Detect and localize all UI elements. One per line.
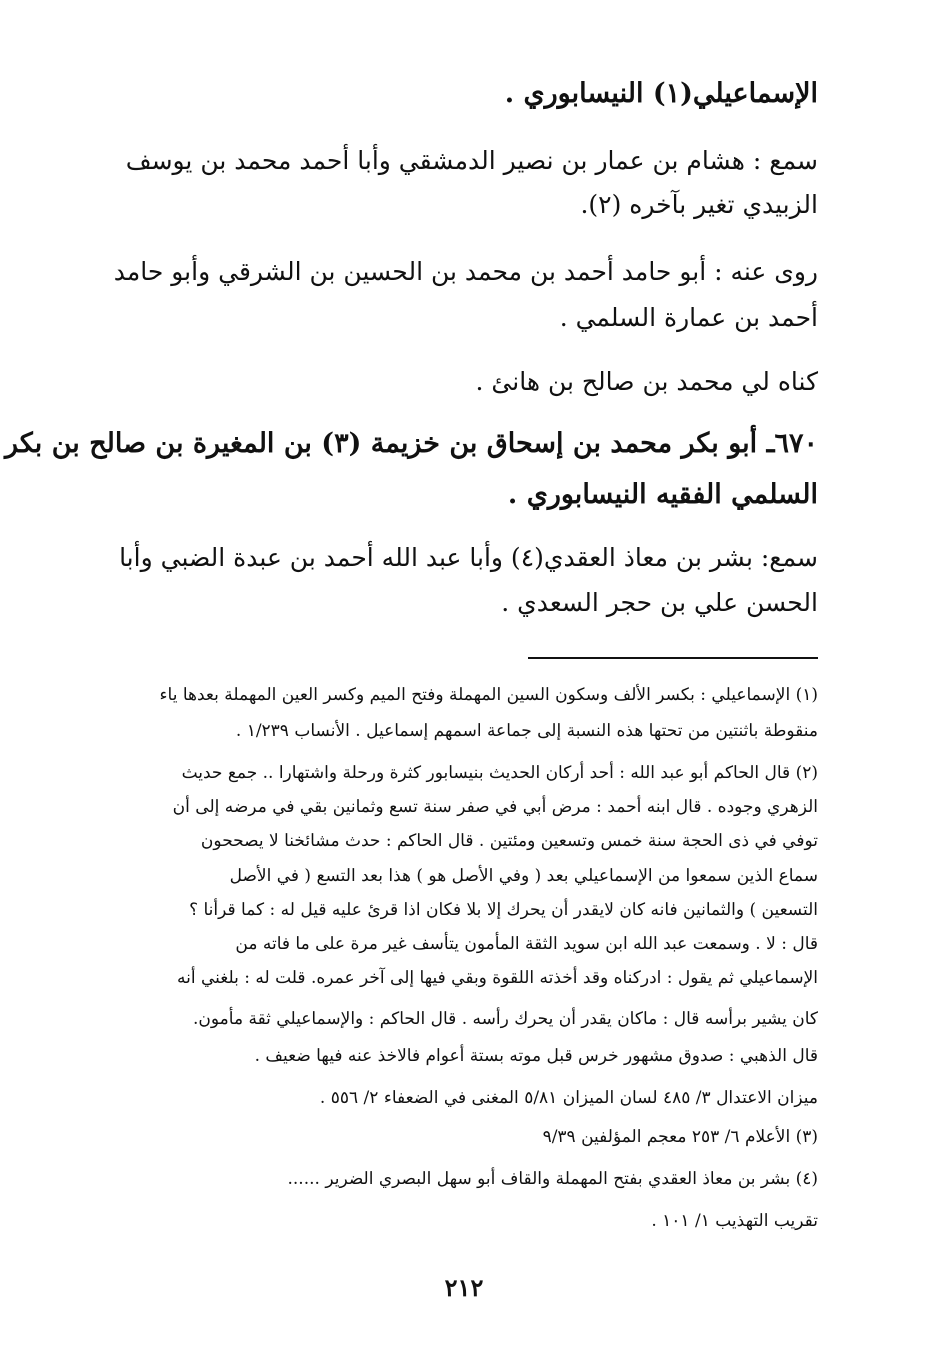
footnote-line: توفي في ذى الحجة سنة خمس وتسعين ومئتين . قال الحاكم : حدث مشائخنا لا يصححون (200, 831, 818, 851)
footnote-line: (٤) بشر بن معاذ العقدي بفتح المهملة والقاف أبو سهل البصري الضرير ...... (287, 1169, 818, 1189)
entry-670-heard-from: سمع: بشر بن معاذ العقدي(٤) وأبا عبد الله أحمد بن عبدة الضبي وأبا (119, 543, 818, 572)
heard-from-line: الزبيدي تغير بآخره (٢). (580, 190, 818, 219)
narrated-by-line: روى عنه : أبو حامد أحمد بن محمد بن الحسين بن الشرقي وأبو حامد (113, 257, 818, 286)
footnote-line: الإسماعيلي ثم يقول : ادركناه وقد أخذته اللقوة وبقي فيها إلى آخر عمره. قلت له : بلغني أنه (177, 968, 818, 988)
page-number: ٢١٢ (444, 1273, 484, 1302)
footnote-line: قال : لا . وسمعت عبد الله ابن سويد الثقة المأمون يتأسف غير مرة على ما فاته من (235, 934, 818, 954)
footnote-line: (١) الإسماعيلي : بكسر الألف وسكون السين المهملة وفتح الميم وكسر العين المهملة بعدها ياء (159, 685, 818, 705)
footnote-separator (528, 657, 818, 659)
footnote-line: (٣) الأعلام ٦/ ٢٥٣ معجم المؤلفين ٩/٣٩ (542, 1127, 818, 1147)
footnote-line: الزهري وجوده . قال ابنه أحمد : مرض أبي في صفر سنة تسع وثمانين بقي في مرضه إلى أن (172, 797, 818, 817)
footnote-line: كان يشير برأسه قال : ماكان يقدر أن يحرك رأسه . قال الحاكم : والإسماعيلي ثقة مأمون. (192, 1009, 818, 1029)
entry-heading-continued: الإسماعيلي(١) النيسابوري . (504, 78, 818, 109)
entry-670-title: ٦٧٠ـ أبو بكر محمد بن إسحاق بن خزيمة (٣) بن المغيرة بن صالح بن بكر (5, 428, 818, 459)
narrated-by-line: أحمد بن عمارة السلمي . (559, 303, 818, 332)
footnote-line: التسعين ) والثمانين فانه كان لايقدر أن يحرك إلا بلا فكان اذا قرئ عليه قيل له : كما قرأنا ؟ (189, 900, 818, 920)
footnote-line: سماع الذين سمعوا من الإسماعيلي بعد ( وفي الأصل هو ) هذا بعد التسع ( في الأصل (229, 866, 818, 886)
footnote-line: تقريب التهذيب ١/ ١٠١ . (651, 1211, 818, 1231)
footnote-line: قال الذهبي : صدوق مشهور خرس قبل موته بستة أعوام فالاخذ عنه فيها ضعيف . (254, 1046, 818, 1066)
footnote-line: منقوطة باثنتين من تحتها هذه النسبة إلى جماعة اسمهم إسماعيل . الأنساب ١/٢٣٩ . (235, 721, 818, 741)
entry-670-heard-from: الحسن علي بن حجر السعدي . (501, 588, 818, 617)
footnote-line: (٢) قال الحاكم أبو عبد الله : أحد أركان الحديث بنيسابور كثرة ورحلة واشتهارا .. جمع حديث (181, 763, 818, 783)
heard-from-line: سمع : هشام بن عمار بن نصير الدمشقي وأبا أحمد محمد بن يوسف (125, 146, 818, 175)
footnote-line: ميزان الاعتدال ٣/ ٤٨٥ لسان الميزان ٥/٨١ المغنى في الضعفاء ٢/ ٥٥٦ . (319, 1088, 818, 1108)
entry-670-title: السلمي الفقيه النيسابوري . (507, 479, 818, 510)
kunya-line: كناه لي محمد بن صالح بن هانئ . (475, 367, 818, 396)
